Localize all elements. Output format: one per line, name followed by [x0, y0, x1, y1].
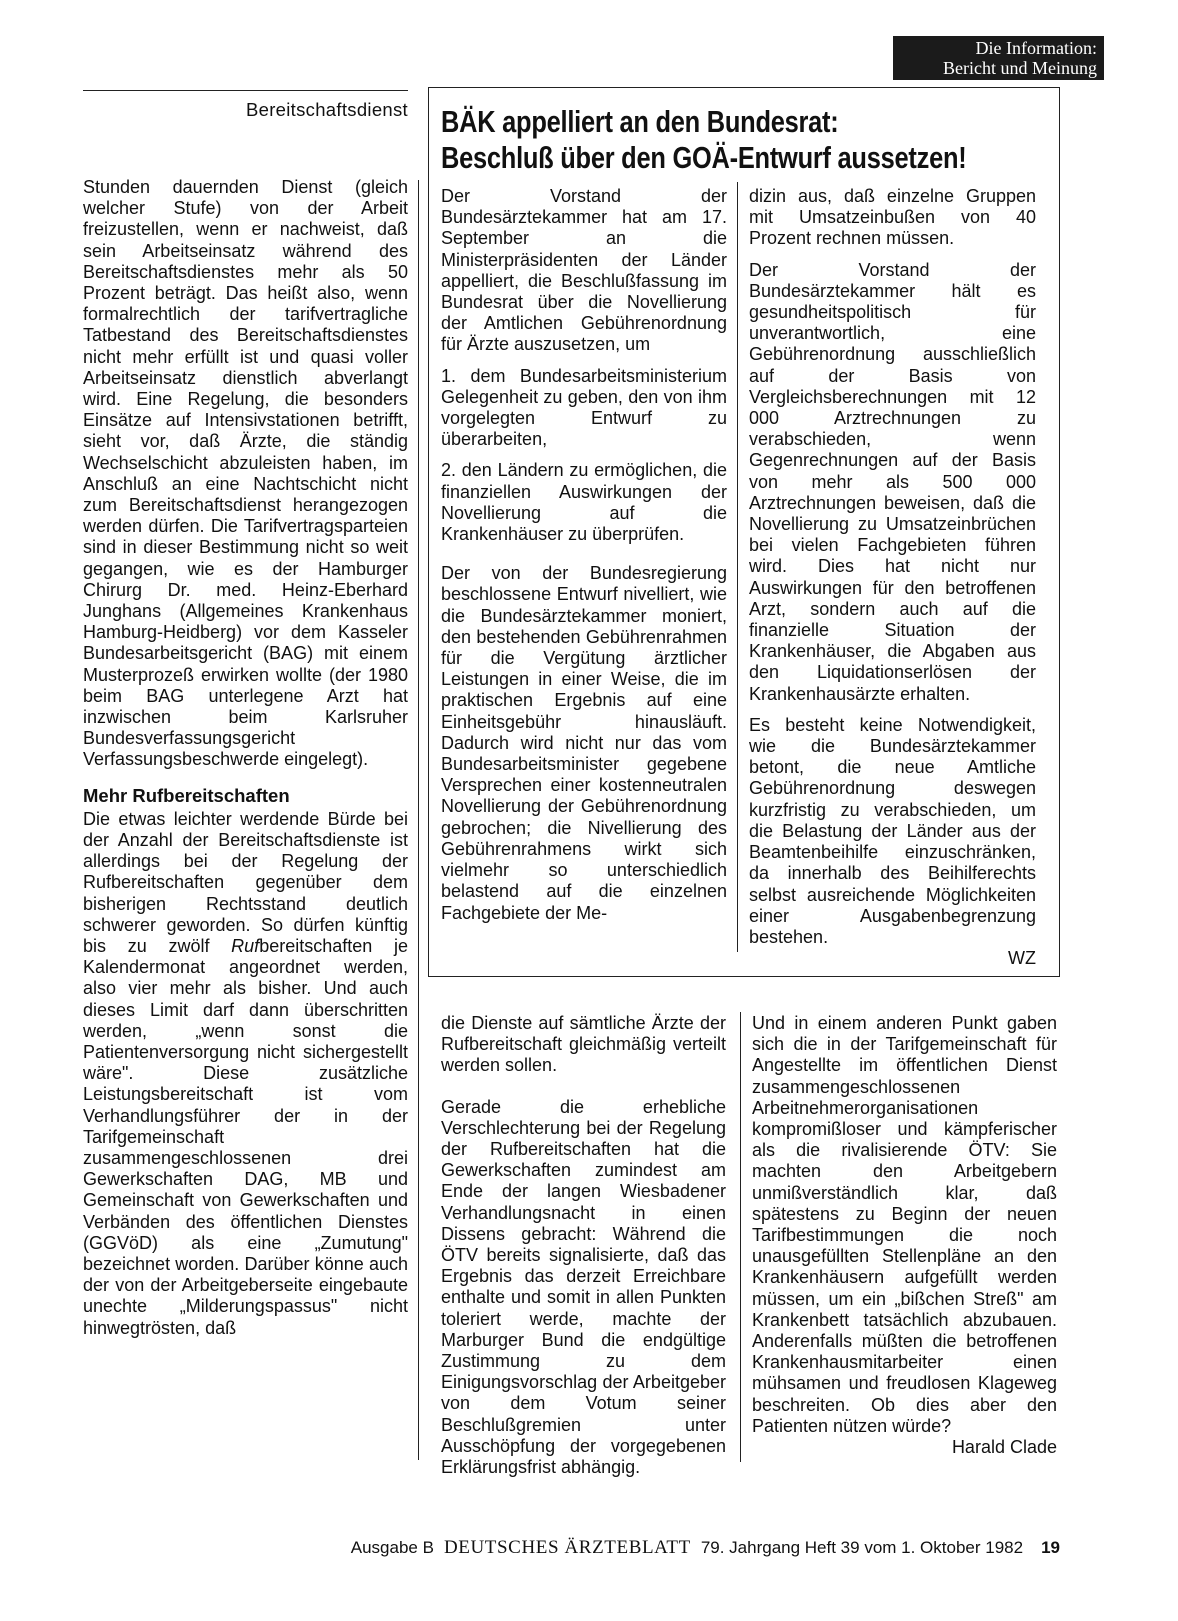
box-a-paragraph-3: 2. den Ländern zu ermöglichen, die finanziellen Auswirkungen der Novellierung auf die Krankenhäuser zu überprüfen.	[441, 460, 727, 545]
article-headline	[441, 104, 967, 176]
box-signature-row	[749, 948, 1036, 969]
section-badge-line2: Bericht und Meinung	[943, 58, 1097, 78]
section-badge	[893, 36, 1104, 80]
footer-edition: Ausgabe B	[350, 1538, 434, 1557]
footer-issue: 79. Jahrgang Heft 39 vom 1. Oktober 1982	[700, 1538, 1024, 1557]
right-paragraph: Und in einem anderen Punkt gaben sich die in der Tarifgemeinschaft für Angestellte im öffentlichen Dienst zusammengeschlossenen Arbeitnehmerorganisationen kompromißloser und kämpferischer als die rivalisierende ÖTV: Sie machten den Arbeitgebern unmißverständlich klar, daß spätestens zu Beginn der neuen Tarifbestimmungen die noch unausgefüllten Stellenpläne an den Krankenhäusern aufgefüllt werden müssen, um ein „bißchen Streß" am Krankenbett tatsächlich abzubauen. Anderenfalls müßten die betroffenen Krankenhausmitarbeiter einen mühsamen und freudlosen Klageweg beschreiten. Ob dies aber den Patienten nützen würde?	[752, 1013, 1057, 1436]
headline-line-2: Beschluß über den GOÄ-Entwurf aussetzen!	[441, 140, 967, 175]
headline-line-1: BÄK appelliert an den Bundesrat:	[441, 104, 839, 139]
subheading: Mehr Rufbereitschaften	[83, 784, 290, 806]
mid-paragraph-2: Gerade die erhebliche Verschlechterung bei der Regelung der Rufbereitschaften hat die Gewerkschaften zumindest am Ende der langen Wiesbadener Verhandlungsnacht in einen Dissens gebracht: Während die ÖTV bereits signalisierte, daß das Ergebnis das derzeit Erreichbare enthalte und somit in allen Punkten toleriert werde, machte der Marburger Bund die endgültige Zustimmung zu dem Einigungsvorschlag der Arbeitgeber von dem Votum seiner Beschlußgremien unter Ausschöpfung der vorgegebenen Erklärungsfrist abhängig.	[441, 1096, 726, 1478]
author-row	[752, 1437, 1057, 1458]
left-paragraph-1: Stunden dauernden Dienst (gleich welcher Stufe) von der Arbeit freizustellen, wenn er nachweist, daß sein Arbeitseinsatz während des Bereitschaftsdienstes mehr als 50 Prozent beträgt. Das heißt also, wenn formalrechtlich der tarifvertragliche Tatbestand des Bereitschaftsdienstes nicht mehr erfüllt ist und quasi voller Arbeitseinsatz dienstlich abverlangt wird. Eine Regelung, die besonders Einsätze auf Intensivstationen betrifft, sieht vor, daß Ärzte, die ständig Wechselschicht abzuleisten haben, im Anschluß an eine Nachtschicht nicht zum Bereitschaftsdienst herangezogen werden dürfen. Die Tarifvertragsparteien sind in dieser Bestimmung nicht so weit gegangen, wie es der Hamburger Chirurg Dr. med. Heinz-Eberhard Junghans (Allgemeines Krankenhaus Hamburg-Heidberg) vor dem Kasseler Bundesarbeitsgericht (BAG) mit einem Musterprozeß erwirken wollte (der 1980 beim BAG unterlegene Arzt hat inzwischen beim Karlsruher Bundesverfassungsgericht Verfassungsbeschwerde eingelegt).	[83, 177, 408, 770]
left-paragraph-2-italic: Ruf	[231, 935, 260, 956]
column-divider	[418, 180, 419, 1460]
topic-rule	[83, 90, 408, 91]
box-column-a	[441, 186, 727, 924]
page-number: 19	[1041, 1538, 1060, 1557]
author-name: Harald Clade	[951, 1437, 1057, 1458]
box-b-paragraph-1: dizin aus, daß einzelne Gruppen mit Umsatzeinbußen von 40 Prozent rechnen müssen.	[749, 186, 1036, 249]
box-b-paragraph-3: Es besteht keine Notwendigkeit, wie die Bundesärztekammer betont, die neue Amtliche Gebührenordnung deswegen kurzfristig zu verabschieden, um die Belastung der Länder aus der Beamtenbeihilfe einzuschränken, da innerhalb des Beihilferechts selbst ausreichende Möglichkeiten einer Ausgabenbegrenzung bestehen.	[749, 714, 1036, 947]
box-signature: WZ	[1008, 948, 1036, 969]
box-a-paragraph-4: Der von der Bundesregierung beschlossene Entwurf nivelliert, wie die Bundesärztekammer moniert, den bestehenden Gebührenrahmen für die Vergütung ärztlicher Leistungen in einer Weise, die im praktischen Ergebnis auf eine Einheitsgebühr hinausläuft. Dadurch wird nicht nur das vom Bundesarbeitsminister gegebene Versprechen einer kostenneutralen Novellierung der Gebührenordnung gebrochen; die Nivellierung des Gebührenrahmens wirkt sich vielmehr so unterschiedlich belastend auf die einzelnen Fachgebiete der Me-	[441, 563, 727, 923]
box-b-paragraph-2: Der Vorstand der Bundesärztekammer hält es gesundheitspolitisch für unverantwortlich, eine Gebührenordnung ausschließlich auf der Basis von Vergleichsberechnungen mit 12 000 Arztrechnungen zu verabschieden, wenn Gegenrechnungen auf der Basis von mehr als 500 000 Arztrechnungen beweisen, daß die Novellierung zu Umsatzeinbrüchen bei vielen Fachgebieten führen wird. Dies hat nicht nur Auswirkungen für den betroffenen Arzt, sondern auch auf die finanzielle Situation der Krankenhäuser, die Abgaben aus den Liquidationserlösen der Krankenhausärzte erhalten.	[749, 259, 1036, 704]
mid-paragraph-1: die Dienste auf sämtliche Ärzte der Rufbereitschaft gleichmäßig verteilt werden sollen.	[441, 1013, 726, 1076]
left-article-column	[83, 177, 408, 1339]
footer-journal-title: DEUTSCHES ÄRZTEBLATT	[443, 1537, 691, 1558]
left-paragraph-2-start: Die etwas leichter werdende Bürde bei der Anzahl der Bereitschaftsdienste ist allerdings bei der Regelung der Rufbereitschaften gegenüber dem bisherigen Rechtsstand deutlich schwerer geworden. So dürfen künftig bis zu zwölf	[83, 808, 408, 956]
box-column-divider	[737, 182, 738, 952]
middle-article-column	[441, 1013, 726, 1478]
box-a-paragraph-2: 1. dem Bundesarbeitsministerium Gelegenheit zu geben, den von ihm vorgelegten Entwurf zu überarbeiten,	[441, 365, 727, 450]
section-badge-line1: Die Information:	[975, 38, 1097, 58]
box-column-b	[749, 186, 1036, 969]
page-footer	[270, 1537, 1060, 1559]
topic-label: Bereitschaftsdienst	[245, 99, 408, 120]
left-paragraph-2-end: bereitschaften je Kalendermonat angeordnet werden, also vier mehr als bisher. Und auch dieses Limit darf dann überschritten werden, „wenn sonst die Patientenversorgung nicht sichergestellt wäre". Diese zusätzliche Leistungsbereitschaft ist vom Verhandlungsführer der in der Tarifgemeinschaft zusammengeschlossenen drei Gewerkschaften DAG, MB und Gemeinschaft von Gewerkschaften und Verbänden des öffentlichen Dienstes (GGVöD) als eine „Zumutung" bezeichnet worden. Darüber könne auch der von der Arbeitgeberseite eingebaute unechte „Milderungspassus" nicht hinwegtrösten, daß	[83, 935, 408, 1338]
left-paragraph-2	[83, 809, 408, 1339]
lower-column-divider	[740, 1012, 741, 1462]
right-article-column	[752, 1013, 1057, 1458]
box-a-paragraph-1: Der Vorstand der Bundesärztekammer hat am 17. September an die Ministerpräsidenten der Länder appelliert, die Beschlußfassung im Bundesrat über die Novellierung der Amtlichen Gebührenordnung für Ärzte auszusetzen, um	[441, 186, 727, 355]
